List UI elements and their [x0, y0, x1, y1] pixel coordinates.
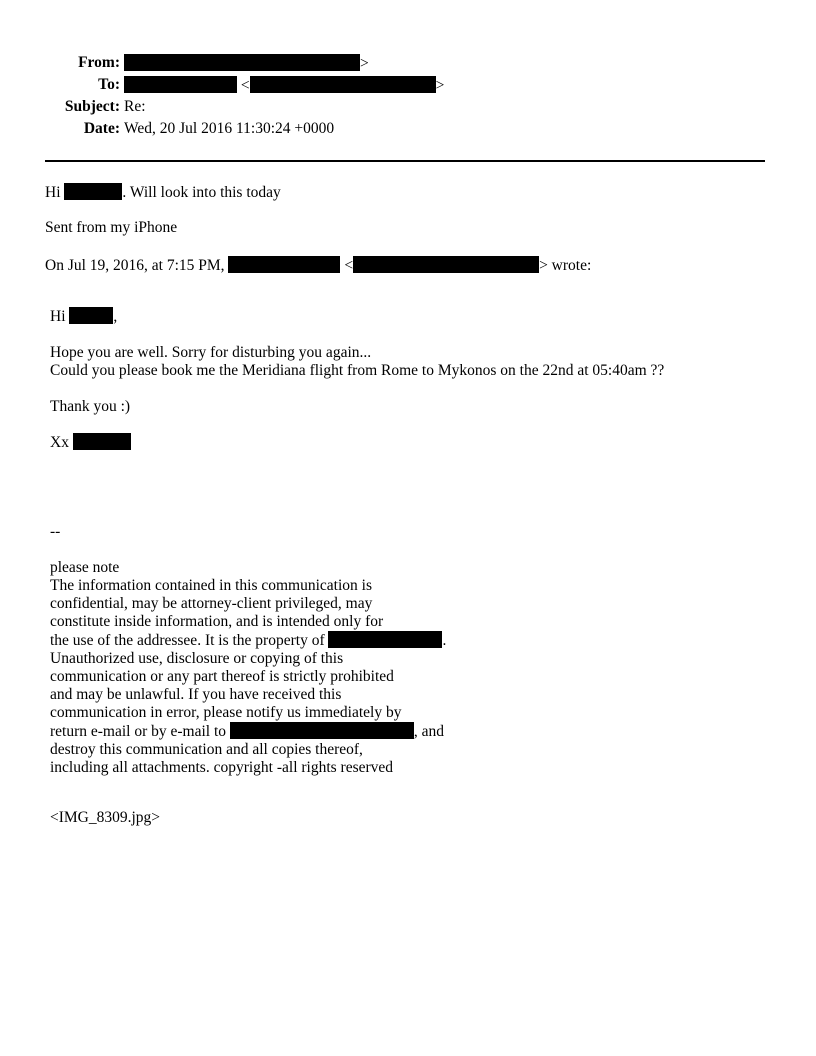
from-label: From:: [78, 54, 120, 71]
date-row: [0, 120, 700, 138]
signature-separator: --: [50, 523, 61, 540]
from-gt: >: [360, 55, 369, 72]
subject-row: [0, 98, 700, 116]
quote-prefix: On Jul 19, 2016, at 7:15 PM,: [45, 257, 225, 274]
quote-lt: <: [344, 257, 354, 274]
disclaimer-line: constitute inside information, and is intended only for: [50, 613, 384, 630]
from-value: [124, 54, 369, 73]
original-greeting: Hi: [50, 308, 66, 325]
subject-label: Subject:: [64, 98, 120, 115]
header-divider: [45, 160, 765, 162]
date-label: Date:: [83, 120, 120, 137]
disclaimer-line: confidential, may be attorney-client privileged, may: [50, 595, 373, 612]
original-line-1: Hope you are well. Sorry for disturbing you again...: [50, 344, 372, 361]
redaction-block: [73, 433, 131, 450]
redaction-block: [353, 256, 539, 273]
redaction-block: [328, 631, 442, 648]
disclaimer-line: including all attachments. copyright -all rights reserved: [50, 759, 394, 776]
to-value: [124, 76, 444, 95]
disclaimer-line: Unauthorized use, disclosure or copying of this: [50, 650, 344, 667]
original-line-2: Could you please book me the Meridiana flight from Rome to Mykonos on the 22nd at 05:40am ??: [50, 362, 665, 379]
redaction-block: [230, 722, 414, 739]
redaction-block: [250, 76, 436, 93]
disclaimer-line: destroy this communication and all copies thereof,: [50, 741, 363, 758]
redaction-block: [124, 54, 360, 71]
disclaimer-line: communication or any part thereof is strictly prohibited: [50, 668, 394, 685]
redaction-block: [228, 256, 340, 273]
disclaimer-heading: please note: [50, 559, 120, 576]
disclaimer: [50, 559, 446, 777]
disclaimer-line: [50, 631, 446, 650]
redaction-block: [64, 183, 122, 200]
redaction-block: [124, 76, 237, 93]
disclaimer-line: The information contained in this communication is: [50, 577, 372, 594]
disclaimer-text: return e-mail or by e-mail to: [50, 723, 227, 740]
original-thanks: Thank you :): [50, 398, 131, 415]
disclaimer-line: and may be unlawful. If you have received this: [50, 686, 342, 703]
reply-greeting-line: [45, 183, 281, 202]
disclaimer-text: the use of the addressee. It is the property of: [50, 632, 325, 649]
redaction-block: [69, 307, 113, 324]
from-row: [0, 54, 700, 72]
attachment-placeholder[interactable]: <IMG_8309.jpg>: [50, 809, 161, 826]
original-greeting-comma: ,: [113, 308, 118, 325]
disclaimer-line: communication in error, please notify us immediately by: [50, 704, 402, 721]
reply-body: . Will look into this today: [122, 184, 281, 201]
to-lt: <: [240, 77, 250, 94]
disclaimer-line: [50, 722, 446, 741]
to-label: To:: [98, 76, 120, 93]
date-value: Wed, 20 Jul 2016 11:30:24 +0000: [124, 120, 335, 137]
original-greeting-line: [50, 307, 117, 326]
to-row: [0, 76, 700, 94]
quote-attribution: [45, 256, 591, 275]
disclaimer-text: .: [442, 632, 447, 649]
quote-suffix: > wrote:: [539, 257, 592, 274]
subject-value: Re:: [124, 98, 146, 115]
to-gt: >: [435, 77, 445, 94]
reply-greeting: Hi: [45, 184, 61, 201]
original-signoff-line: [50, 433, 131, 452]
original-signoff: Xx: [50, 434, 69, 451]
reply-signature: Sent from my iPhone: [45, 219, 178, 236]
disclaimer-text: , and: [413, 723, 445, 740]
